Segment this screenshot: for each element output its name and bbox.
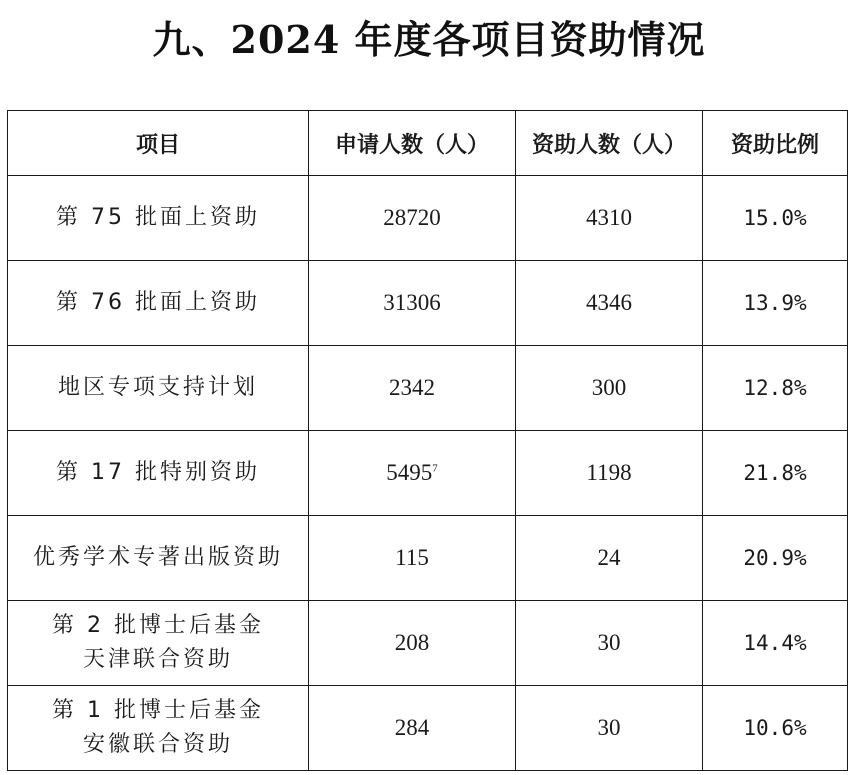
project-name-line: 第 17 批特别资助 (56, 460, 260, 485)
footnote-marker: 7 (432, 462, 438, 475)
project-name-line: 第 76 批面上资助 (56, 290, 260, 315)
header-applicants: 申请人数（人） (309, 111, 516, 176)
table-header-row (8, 111, 848, 176)
ratio-cell: 13.9% (703, 261, 848, 346)
table-row (8, 516, 848, 601)
header-project: 项目 (8, 111, 309, 176)
applicants-cell (309, 176, 516, 261)
applicants-value: 5495 (386, 460, 433, 485)
table-body (8, 176, 848, 771)
project-name-cell (8, 516, 309, 601)
funded-cell: 300 (516, 346, 703, 431)
funded-cell: 24 (516, 516, 703, 601)
applicants-cell (309, 601, 516, 686)
ratio-cell: 12.8% (703, 346, 848, 431)
applicants-cell (309, 686, 516, 771)
funded-cell: 1198 (516, 431, 703, 516)
project-name-cell (8, 176, 309, 261)
applicants-value: 284 (394, 715, 430, 740)
page-title: 九、2024 年度各项目资助情况 (152, 17, 706, 62)
funded-cell: 30 (516, 686, 703, 771)
ratio-cell: 10.6% (703, 686, 848, 771)
project-name-line: 优秀学术专著出版资助 (32, 545, 283, 570)
applicants-cell (309, 261, 516, 346)
table-row (8, 601, 848, 686)
applicants-cell (309, 431, 516, 516)
project-name-line: 第 1 批博士后基金 (52, 698, 264, 723)
table-row (8, 686, 848, 771)
table-row (8, 431, 848, 516)
project-name-line: 第 2 批博士后基金 (52, 613, 264, 638)
table-row (8, 346, 848, 431)
project-name-cell (8, 431, 309, 516)
applicants-cell (309, 516, 516, 601)
project-name-line: 第 75 批面上资助 (56, 205, 260, 230)
ratio-cell: 21.8% (703, 431, 848, 516)
project-name-line: 地区专项支持计划 (57, 375, 258, 400)
funding-table (7, 110, 848, 771)
ratio-cell: 14.4% (703, 601, 848, 686)
applicants-cell (309, 346, 516, 431)
applicants-value: 31306 (383, 290, 441, 315)
header-ratio: 资助比例 (703, 111, 848, 176)
applicants-value: 115 (395, 545, 429, 570)
applicants-value: 28720 (383, 205, 441, 230)
ratio-cell: 20.9% (703, 516, 848, 601)
project-name-line: 天津联合资助 (82, 647, 233, 672)
funded-cell: 30 (516, 601, 703, 686)
funded-cell: 4346 (516, 261, 703, 346)
project-name-cell (8, 261, 309, 346)
header-funded: 资助人数（人） (516, 111, 703, 176)
project-name-cell (8, 346, 309, 431)
ratio-cell: 15.0% (703, 176, 848, 261)
applicants-value: 208 (394, 630, 430, 655)
funded-cell: 4310 (516, 176, 703, 261)
table-row (8, 261, 848, 346)
applicants-value: 2342 (389, 375, 435, 400)
project-name-line: 安徽联合资助 (82, 732, 233, 757)
table-row (8, 176, 848, 261)
project-name-cell (8, 601, 309, 686)
project-name-cell (8, 686, 309, 771)
